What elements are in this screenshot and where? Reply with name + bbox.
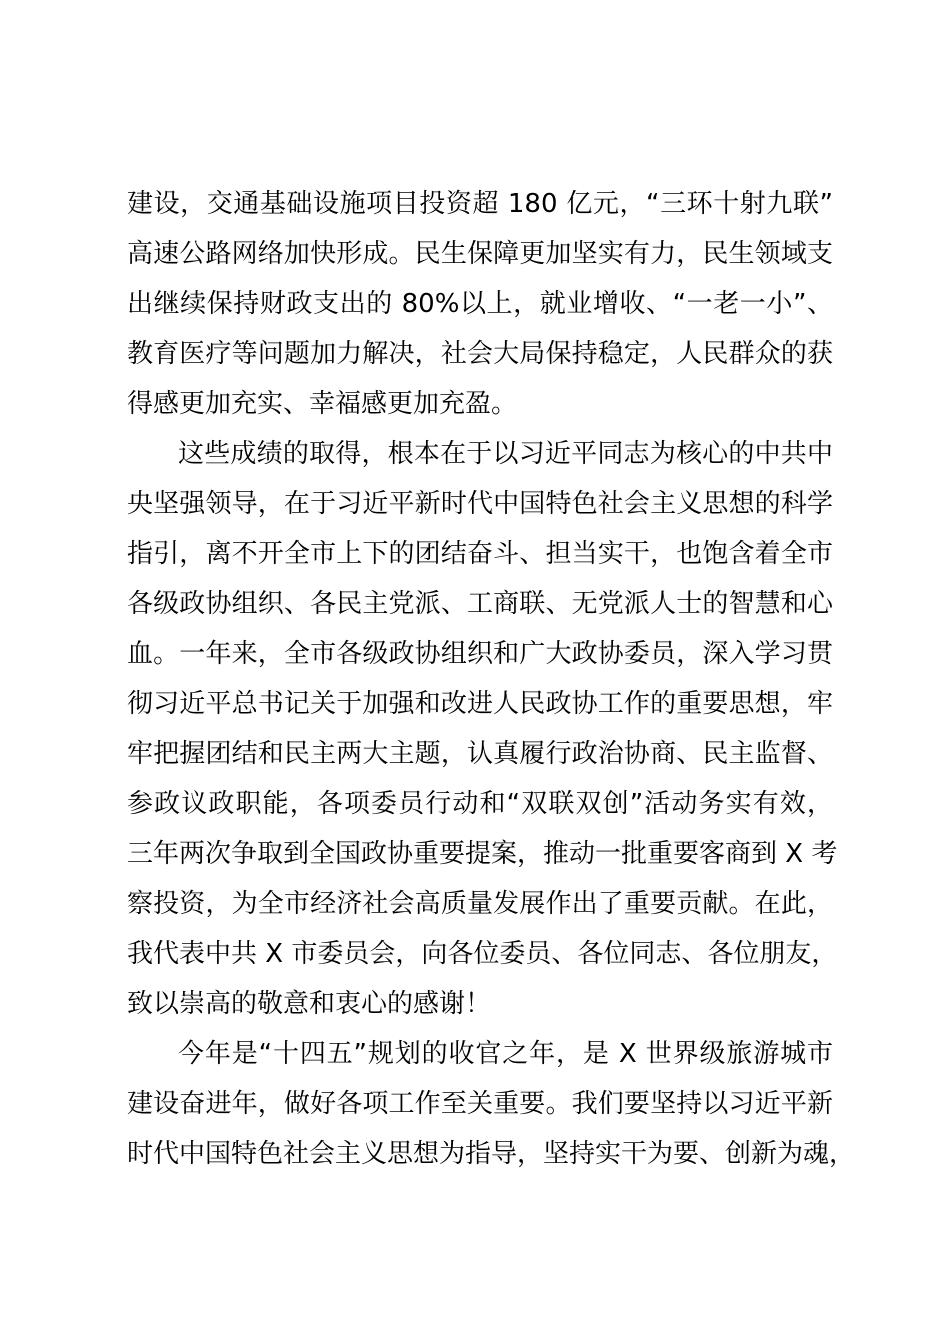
text-line: 牢把握团结和民主两大主题，认真履行政治协商、民主监督、 xyxy=(127,739,833,769)
text-line: 高速公路网络加快形成。民生保障更加坚实有力，民生领域支 xyxy=(127,239,833,269)
text-line: 得感更加充实、幸福感更加充盈。 xyxy=(127,389,518,419)
paragraph-first-line: 这些成绩的取得，根本在于以习近平同志为核心的中共中 xyxy=(178,439,833,469)
text-line: 各级政协组织、各民主党派、工商联、无党派人士的智慧和心 xyxy=(127,589,833,619)
text-line: 三年两次争取到全国政协重要提案，推动一批重要客商到 X 考 xyxy=(127,839,838,869)
text-line: 致以崇高的敬意和衷心的感谢！ xyxy=(127,989,492,1019)
text-line: 血。一年来，全市各级政协组织和广大政协委员，深入学习贯 xyxy=(127,639,833,669)
text-line: 建设，交通基础设施项目投资超 180 亿元，“三环十射九联” xyxy=(127,189,833,219)
text-line: 时代中国特色社会主义思想为指导，坚持实干为要、创新为魂， xyxy=(127,1139,856,1169)
text-line: 出继续保持财政支出的 80%以上，就业增收、“一老一小”、 xyxy=(127,289,833,319)
paragraph-first-line: 今年是“十四五”规划的收官之年，是 X 世界级旅游城市 xyxy=(178,1039,833,1069)
text-line: 彻习近平总书记关于加强和改进人民政协工作的重要思想，牢 xyxy=(127,689,833,719)
text-line: 察投资，为全市经济社会高质量发展作出了重要贡献。在此， xyxy=(127,889,833,919)
text-line: 参政议政职能，各项委员行动和“双联双创”活动务实有效， xyxy=(127,789,833,819)
text-line: 教育医疗等问题加力解决，社会大局保持稳定，人民群众的获 xyxy=(127,339,833,369)
text-line: 建设奋进年，做好各项工作至关重要。我们要坚持以习近平新 xyxy=(127,1089,833,1119)
text-line: 央坚强领导，在于习近平新时代中国特色社会主义思想的科学 xyxy=(127,489,833,519)
text-line: 我代表中共 X 市委员会，向各位委员、各位同志、各位朋友， xyxy=(127,939,838,969)
text-line: 指引，离不开全市上下的团结奋斗、担当实干，也饱含着全市 xyxy=(127,539,833,569)
